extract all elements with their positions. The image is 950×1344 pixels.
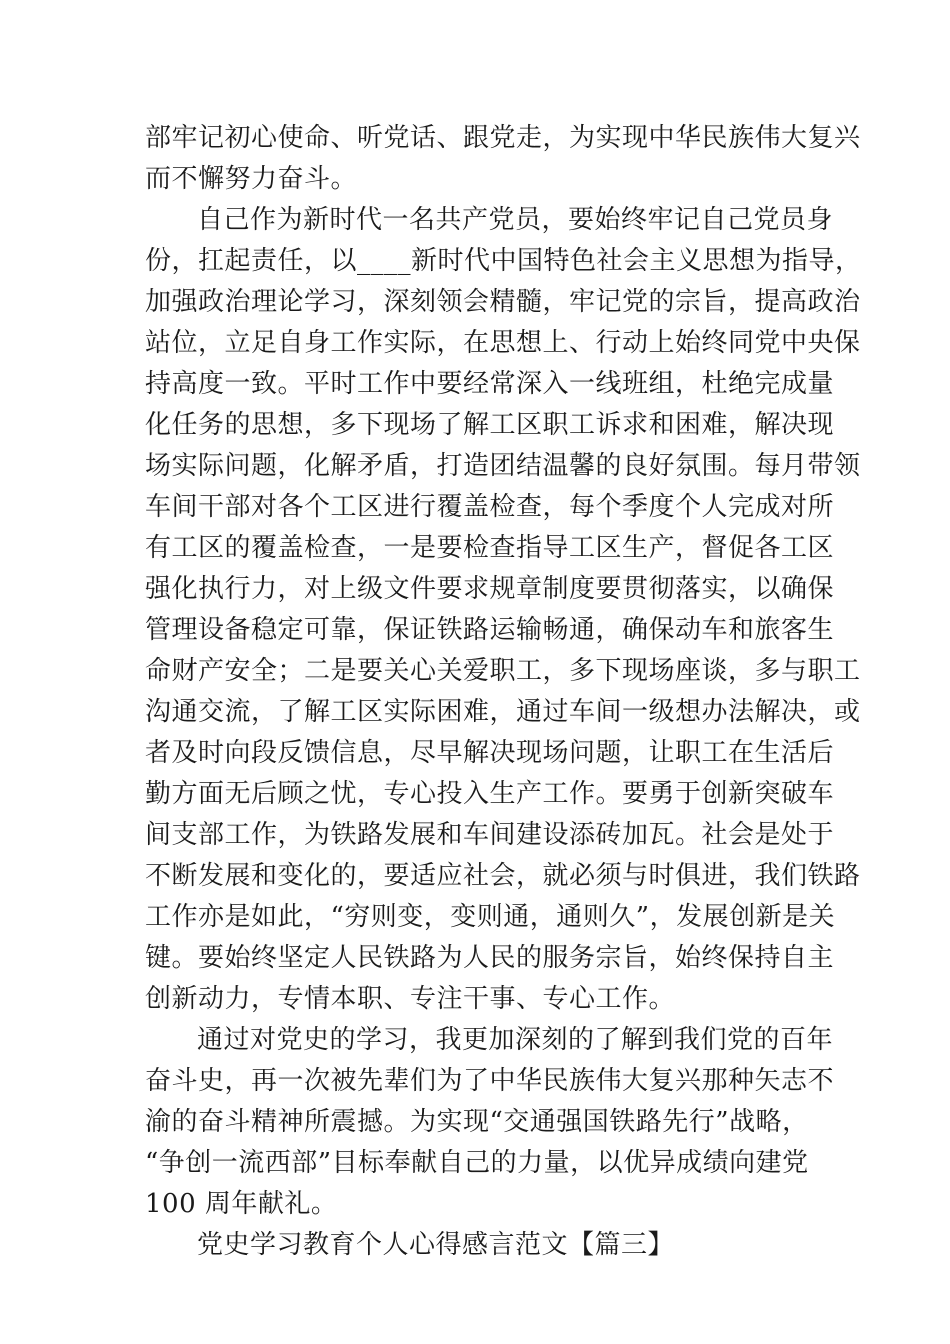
text-line: 车间干部对各个工区进行覆盖检查，每个季度个人完成对所 [145,492,835,522]
text-line: 场实际问题，化解矛盾，打造团结温馨的良好氛围。每月带领 [145,451,861,481]
text-line: 奋斗史，再一次被先辈们为了中华民族伟大复兴那种矢志不 [145,1066,835,1096]
text-line: 自己作为新时代一名共产党员，要始终牢记自己党员身 [197,205,834,235]
text-line: 管理设备稳定可靠，保证铁路运输畅通，确保动车和旅客生 [145,615,835,645]
text-line: 党史学习教育个人心得感言范文【篇三】 [197,1230,675,1260]
text-line: 不断发展和变化的，要适应社会，就必须与时俱进，我们铁路 [145,861,861,891]
text-line: 化任务的思想，多下现场了解工区职工诉求和困难，解决现 [145,410,835,440]
text-line: 加强政治理论学习，深刻领会精髓，牢记党的宗旨，提高政治 [145,287,861,317]
text-line: 勤方面无后顾之忧，专心投入生产工作。要勇于创新突破车 [145,779,835,809]
text-line: 命财产安全；二是要关心关爱职工，多下现场座谈，多与职工 [145,656,861,686]
document-body [145,118,862,1266]
text-line: 有工区的覆盖检查，一是要检查指导工区生产，督促各工区 [145,533,835,563]
text-line: 间支部工作，为铁路发展和车间建设添砖加瓦。社会是处于 [145,820,835,850]
text-line: 工作亦是如此，“穷则变，变则通，通则久”，发展创新是关 [145,902,836,932]
text-line: 份，扛起责任，以____新时代中国特色社会主义思想为指导， [145,246,862,276]
text-line: 部牢记初心使命、听党话、跟党走，为实现中华民族伟大复兴 [145,123,861,153]
text-line: 持高度一致。平时工作中要经常深入一线班组，杜绝完成量 [145,369,835,399]
text-line: 通过对党史的学习，我更加深刻的了解到我们党的百年 [197,1025,834,1055]
text-line: 而不懈努力奋斗。 [145,164,358,194]
text-line: 100 周年献礼。 [145,1189,338,1219]
text-line: 者及时向段反馈信息，尽早解决现场问题，让职工在生活后 [145,738,835,768]
text-line: 站位，立足自身工作实际，在思想上、行动上始终同党中央保 [145,328,861,358]
text-line: 渝的奋斗精神所震撼。为实现“交通强国铁路先行”战略， [145,1107,809,1137]
text-line: 创新动力，专情本职、专注干事、专心工作。 [145,984,676,1014]
text-line: 沟通交流，了解工区实际困难，通过车间一级想办法解决，或 [145,697,861,727]
text-line: “争创一流西部”目标奉献自己的力量，以优异成绩向建党 [145,1148,809,1178]
text-line: 键。要始终坚定人民铁路为人民的服务宗旨，始终保持自主 [145,943,835,973]
text-line: 强化执行力，对上级文件要求规章制度要贯彻落实，以确保 [145,574,835,604]
